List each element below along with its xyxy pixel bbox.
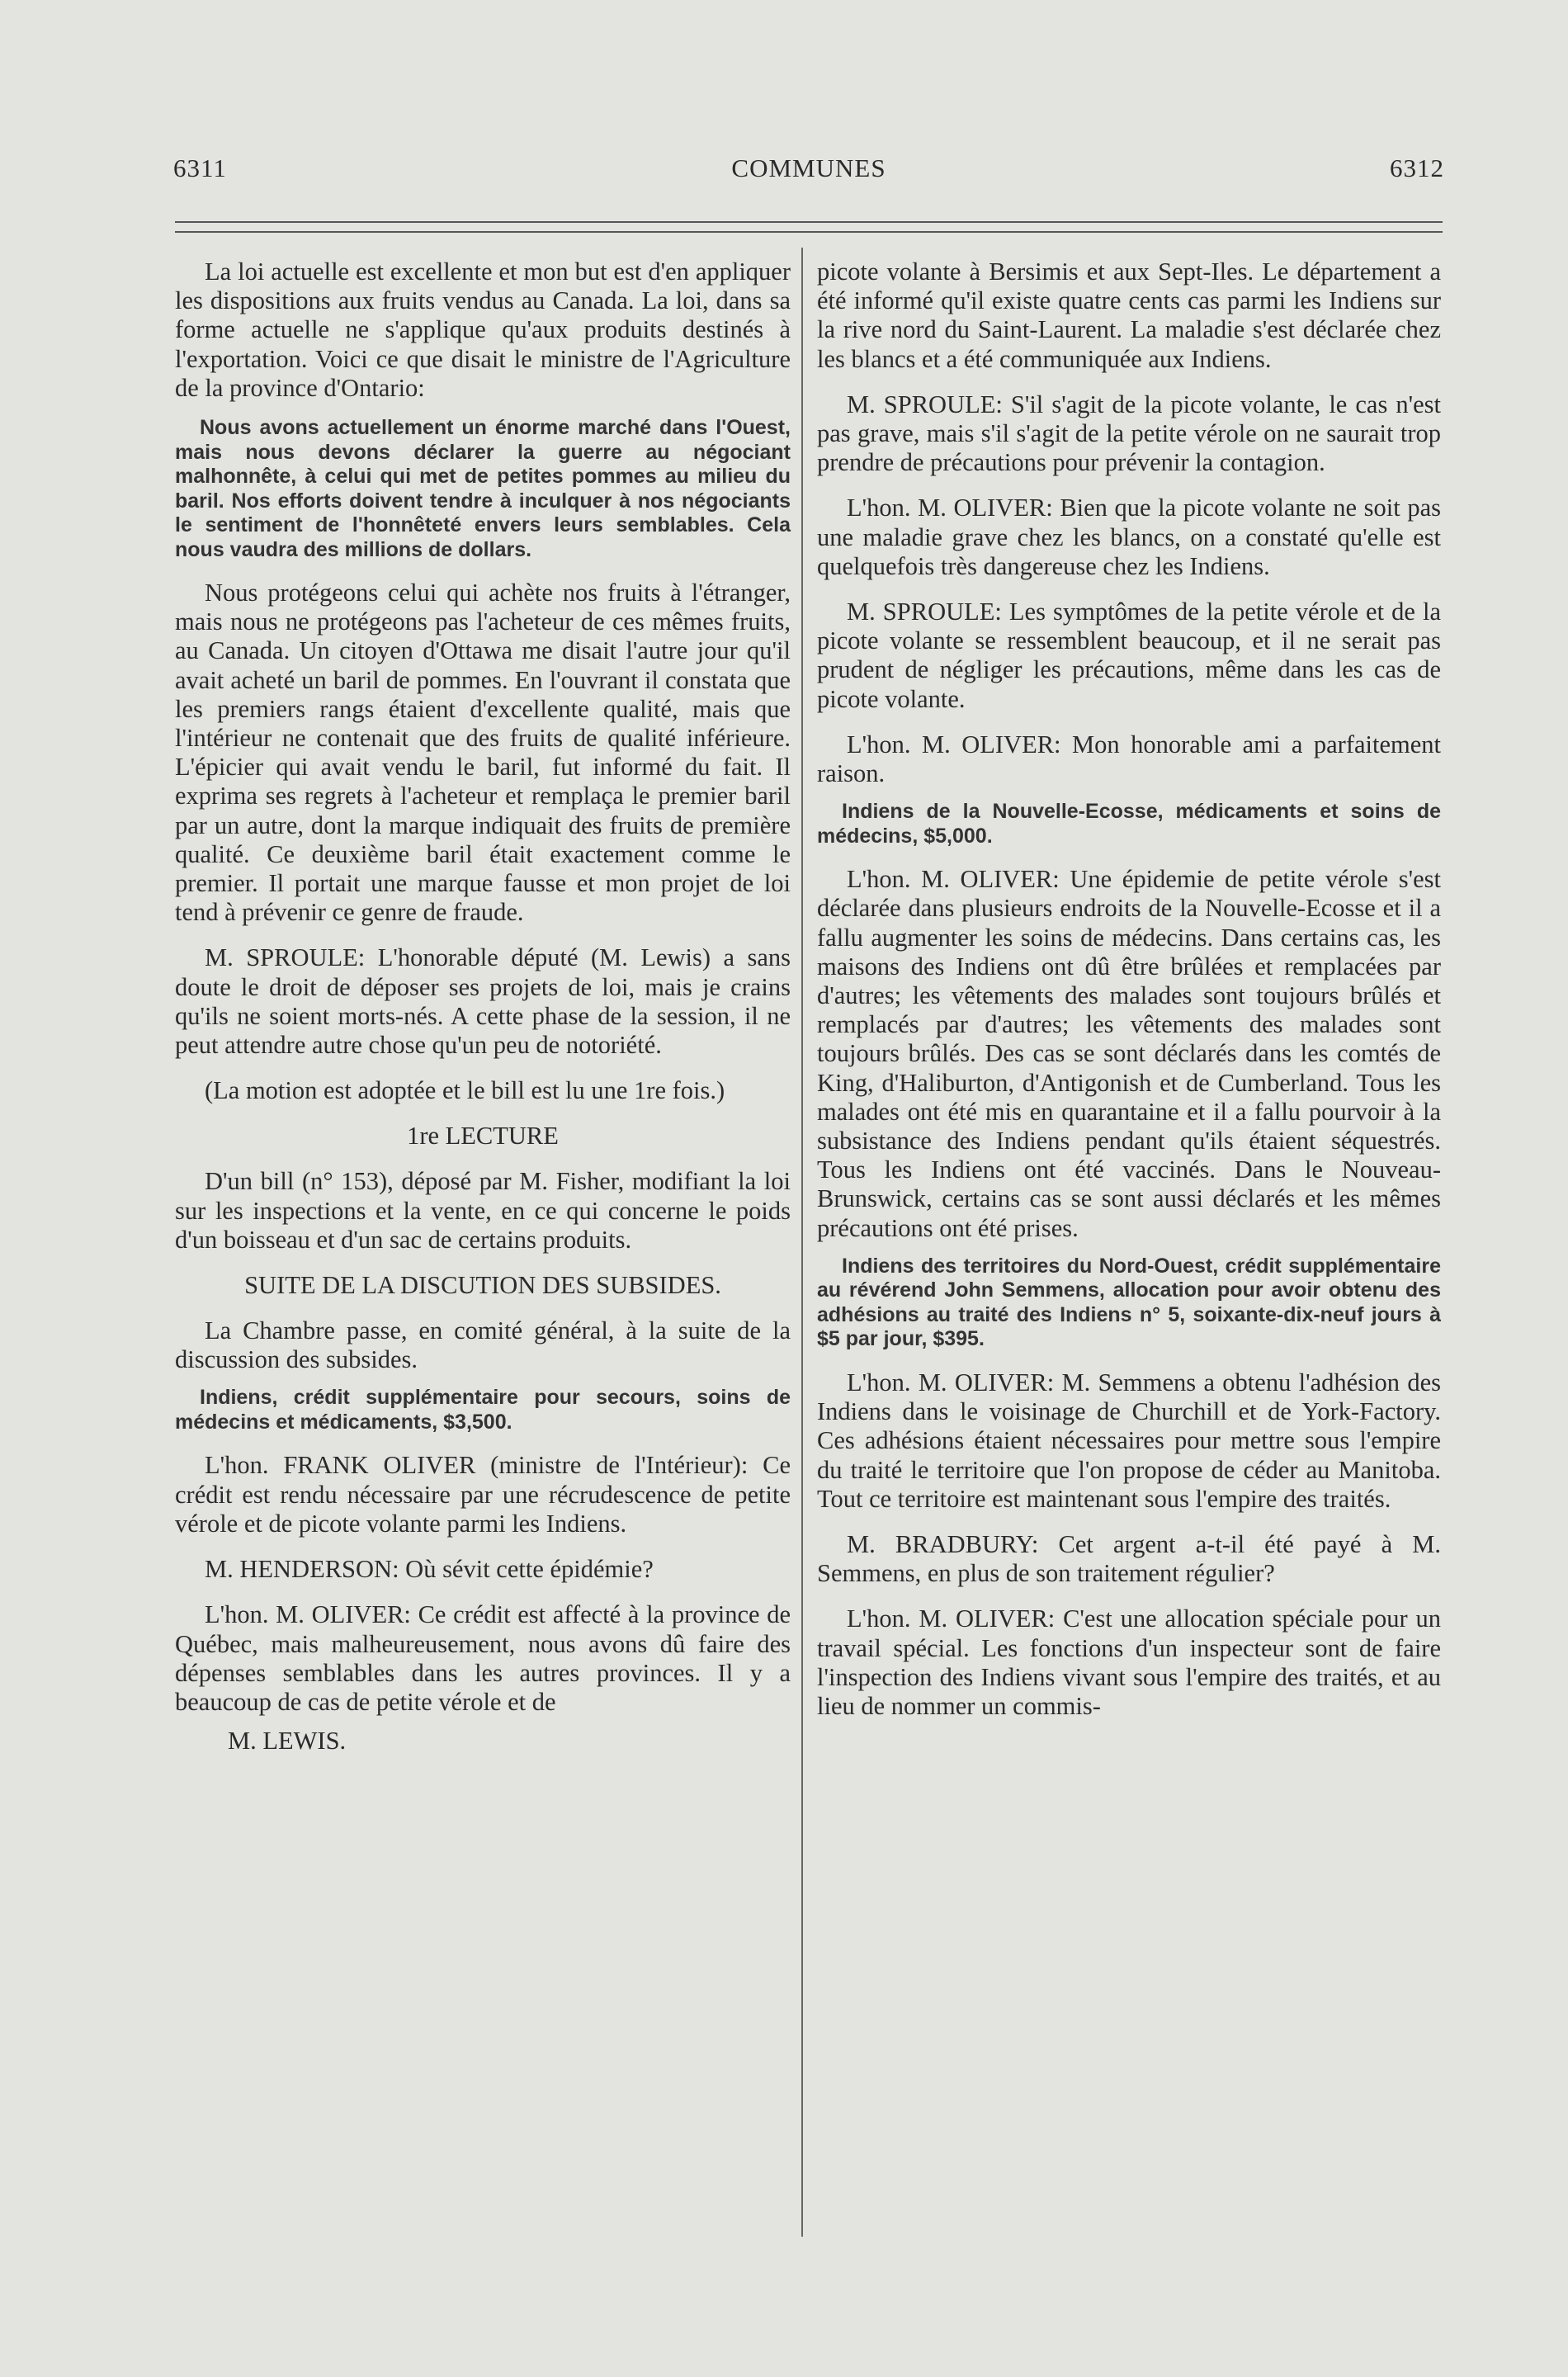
paragraph: L'hon. M. OLIVER: Ce crédit est affecté à la province de Québec, mais malheureusement, nous avons dû faire des dépenses semblables dans les autres provinces. Il y a beaucoup de cas de petite vérole et de — [175, 1600, 791, 1716]
paragraph: Nous protégeons celui qui achète nos fruits à l'étranger, mais nous ne protégeons pas l'acheteur de ces mêmes fruits, au Canada. Un citoyen d'Ottawa me disait l'autre jour qu'il avait acheté un baril de pommes. En l'ouvrant il constata que les premiers rangs étaient d'excellente qualité, mais que l'intérieur ne contenait que des fruits de qualité inférieure. L'épicier qui avait vendu le baril, fut informé du fait. Il exprima ses regrets à l'acheteur et remplaça le premier baril par un autre, dont la marque indiquait des fruits de première qualité. Ce deuxième baril était exactement comme le premier. Il portait une marque fausse et mon projet de loi tend à prévenir ce genre de fraude. — [175, 579, 791, 927]
paragraph: M. SPROULE: S'il s'agit de la picote volante, le cas n'est pas grave, mais s'il s'agit de la petite vérole on ne saurait trop prendre de précautions pour prévenir la contagion. — [817, 390, 1441, 477]
running-title: COMMUNES — [731, 154, 886, 182]
paragraph: D'un bill (n° 153), déposé par M. Fisher, modifiant la loi sur les inspections et la vente, en ce qui concerne le poids d'un boisseau et d'un sac de certains produits. — [175, 1167, 791, 1254]
page-number-left: 6311 — [173, 154, 227, 182]
paragraph: M. SPROULE: Les symptômes de la petite vérole et de la picote volante se ressemblent beaucoup, et il ne serait pas prudent de négliger les précautions, même dans les cas de picote volante. — [817, 598, 1441, 713]
paragraph: L'hon. M. OLIVER: Mon honorable ami a parfaitement raison. — [817, 730, 1441, 788]
right-column — [817, 258, 1441, 1737]
header-rule-top — [175, 221, 1443, 223]
paragraph: La Chambre passe, en comité général, à la suite de la discussion des subsides. — [175, 1316, 791, 1374]
left-column — [175, 258, 791, 1772]
paragraph: L'hon. M. OLIVER: Bien que la picote volante ne soit pas une maladie grave chez les blancs, on a constaté qu'elle est quelquefois très dangereuse chez les Indiens. — [817, 494, 1441, 580]
paragraph: L'hon. FRANK OLIVER (ministre de l'Intérieur): Ce crédit est rendu nécessaire par une récrudescence de petite vérole et de picote volante parmi les Indiens. — [175, 1451, 791, 1538]
paragraph: M. BRADBURY: Cet argent a-t-il été payé à M. Semmens, en plus de son traitement régulier? — [817, 1529, 1441, 1588]
section-heading: 1re LECTURE — [407, 1122, 559, 1151]
paragraph: L'hon. M. OLIVER: C'est une allocation spéciale pour un travail spécial. Les fonctions d'un inspecteur sont de faire l'inspection des Indiens vivant sous l'empire des traités, et au lieu de nommer un commis- — [817, 1604, 1441, 1720]
budget-item: Indiens, crédit supplémentaire pour secours, soins de médecins et médicaments, $3,500. — [175, 1386, 791, 1434]
page-number-right: 6312 — [1390, 154, 1444, 182]
page-header — [173, 154, 1444, 195]
paragraph: picote volante à Bersimis et aux Sept-Iles. Le département a été informé qu'il existe quatre cents cas parmi les Indiens sur la rive nord du Saint-Laurent. La maladie s'est déclarée chez les blancs et a été communiquée aux Indiens. — [817, 258, 1441, 373]
column-divider — [801, 248, 803, 2237]
paragraph: M. SPROULE: L'honorable député (M. Lewis) a sans doute le droit de déposer ses projets de loi, mais je crains qu'ils ne soient morts-nés. A cette phase de la session, il ne peut attendre autre chose qu'un peu de notoriété. — [175, 943, 791, 1060]
paragraph: La loi actuelle est excellente et mon but est d'en appliquer les dispositions aux fruits vendus au Canada. La loi, dans sa forme actuelle ne s'applique qu'aux produits destinés à l'exportation. Voici ce que disait le ministre de l'Agriculture de la province d'Ontario: — [175, 258, 791, 402]
paragraph: L'hon. M. OLIVER: M. Semmens a obtenu l'adhésion des Indiens dans le voisinage de Churchill et de York-Factory. Ces adhésions étaient nécessaires pour mettre sous l'empire du traité le territoire que l'on propose de céder au Manitoba. Tout ce territoire est maintenant sous l'empire des traités. — [817, 1368, 1441, 1513]
paragraph: L'hon. M. OLIVER: Une épidemie de petite vérole s'est déclarée dans plusieurs endroits de la Nouvelle-Ecosse et il a fallu augmenter les soins de médecins. Dans certains cas, les maisons des Indiens ont dû être brûlées et remplacées par d'autres; les vêtements des malades sont toujours brûlés et remplacés par d'autres; les vêtements des malades sont toujours brûlés. Des cas se sont déclarés dans les comtés de King, d'Haliburton, d'Antigonish et de Cumberland. Tous les malades ont été mis en quarantaine et il a fallu pourvoir à la subsistance des Indiens pendant qu'ils étaient séquestrés. Tous les Indiens ont été vaccinés. Dans le Nouveau-Brunswick, certains cas se sont aussi déclarés et les mêmes précautions ont été prises. — [817, 865, 1441, 1242]
paragraph: M. HENDERSON: Où sévit cette épidémie? — [205, 1555, 654, 1584]
budget-item: Indiens de la Nouvelle-Ecosse, médicaments et soins de médecins, $5,000. — [817, 800, 1441, 848]
budget-item: Indiens des territoires du Nord-Ouest, crédit supplémentaire au révérend John Semmens, allocation pour avoir obtenu des adhésions au traité des Indiens n° 5, soixante-dix-neuf jours à $5 par jour, $395. — [817, 1254, 1441, 1351]
section-heading: SUITE DE LA DISCUTION DES SUBSIDES. — [244, 1271, 721, 1300]
paragraph: (La motion est adoptée et le bill est lu une 1re fois.) — [205, 1076, 725, 1105]
running-footer-name: M. LEWIS. — [228, 1727, 347, 1756]
block-quote: Nous avons actuellement un énorme marché dans l'Ouest, mais nous devons déclarer la guerre au négociant malhonnête, à celui qui met de petites pommes au milieu du baril. Nos efforts doivent tendre à inculquer à nos négociants le sentiment de l'honnêteté envers leurs semblables. Cela nous vaudra des millions de dollars. — [175, 416, 791, 561]
header-rule-bottom — [175, 231, 1443, 233]
